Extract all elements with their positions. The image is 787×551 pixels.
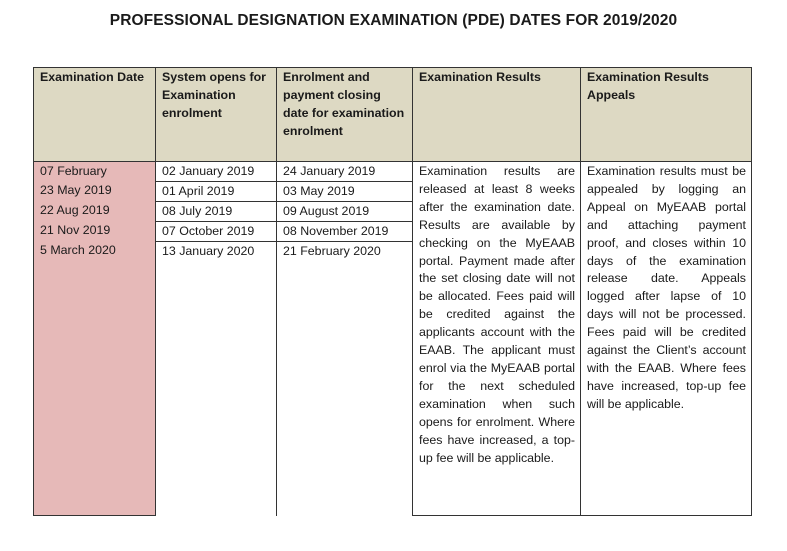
system-opens-cell: 02 January 2019 [156,162,277,182]
page-title: PROFESSIONAL DESIGNATION EXAMINATION (PDE) DATES FOR 2019/2020 [109,12,678,29]
exam-date-cell: 5 March 2020 [34,241,156,516]
results-appeals-cell [581,162,752,516]
system-opens-cell: 07 October 2019 [156,221,277,241]
system-opens-cell: 01 April 2019 [156,181,277,201]
exam-date-cell: 07 February [34,162,156,182]
header-enrolment-closing: Enrolment and payment closing date for examination enrolment [277,68,413,162]
closing-date-cell: 03 May 2019 [277,181,413,201]
pde-dates-table [33,67,752,516]
results-appeals-text: Examination results must be appealed by logging an Appeal on MyEAAB portal and attaching payment proof, and closes within 10 days of the examination release date. Appeals logged after lapse of 10 days will not be processed. Fees paid will be credited against the Client’s account with the EAAB. Where fees have increased, top-up fee will be applicable. [587,164,746,411]
header-examination-results: Examination Results [413,68,581,162]
closing-date-cell: 09 August 2019 [277,201,413,221]
system-opens-cell: 08 July 2019 [156,201,277,221]
table-row [34,162,752,182]
exam-date-cell: 22 Aug 2019 [34,201,156,221]
header-system-opens: System opens for Examination enrolment [156,68,277,162]
closing-date-cell: 24 January 2019 [277,162,413,182]
header-examination-date: Examination Date [34,68,156,162]
exam-date-cell: 23 May 2019 [34,181,156,201]
header-results-appeals: Examination Results Appeals [581,68,752,162]
closing-date-cell: 21 February 2020 [277,241,413,516]
examination-results-cell [413,162,581,516]
exam-date-cell: 21 Nov 2019 [34,221,156,241]
system-opens-cell: 13 January 2020 [156,241,277,516]
examination-results-text: Examination results are released at least 8 weeks after the examination date. Results are available by checking on the MyEAAB portal. Payment made after the set closing date will not be allocated. Fees paid will be credited against the applicants account with the EAAB. The applicant must enrol via the MyEAAB portal for the next scheduled examination when such opens for enrolment. Where fees have increased, a top-up fee will be applicable. [419,164,575,465]
table-header-row [34,68,752,162]
closing-date-cell: 08 November 2019 [277,221,413,241]
